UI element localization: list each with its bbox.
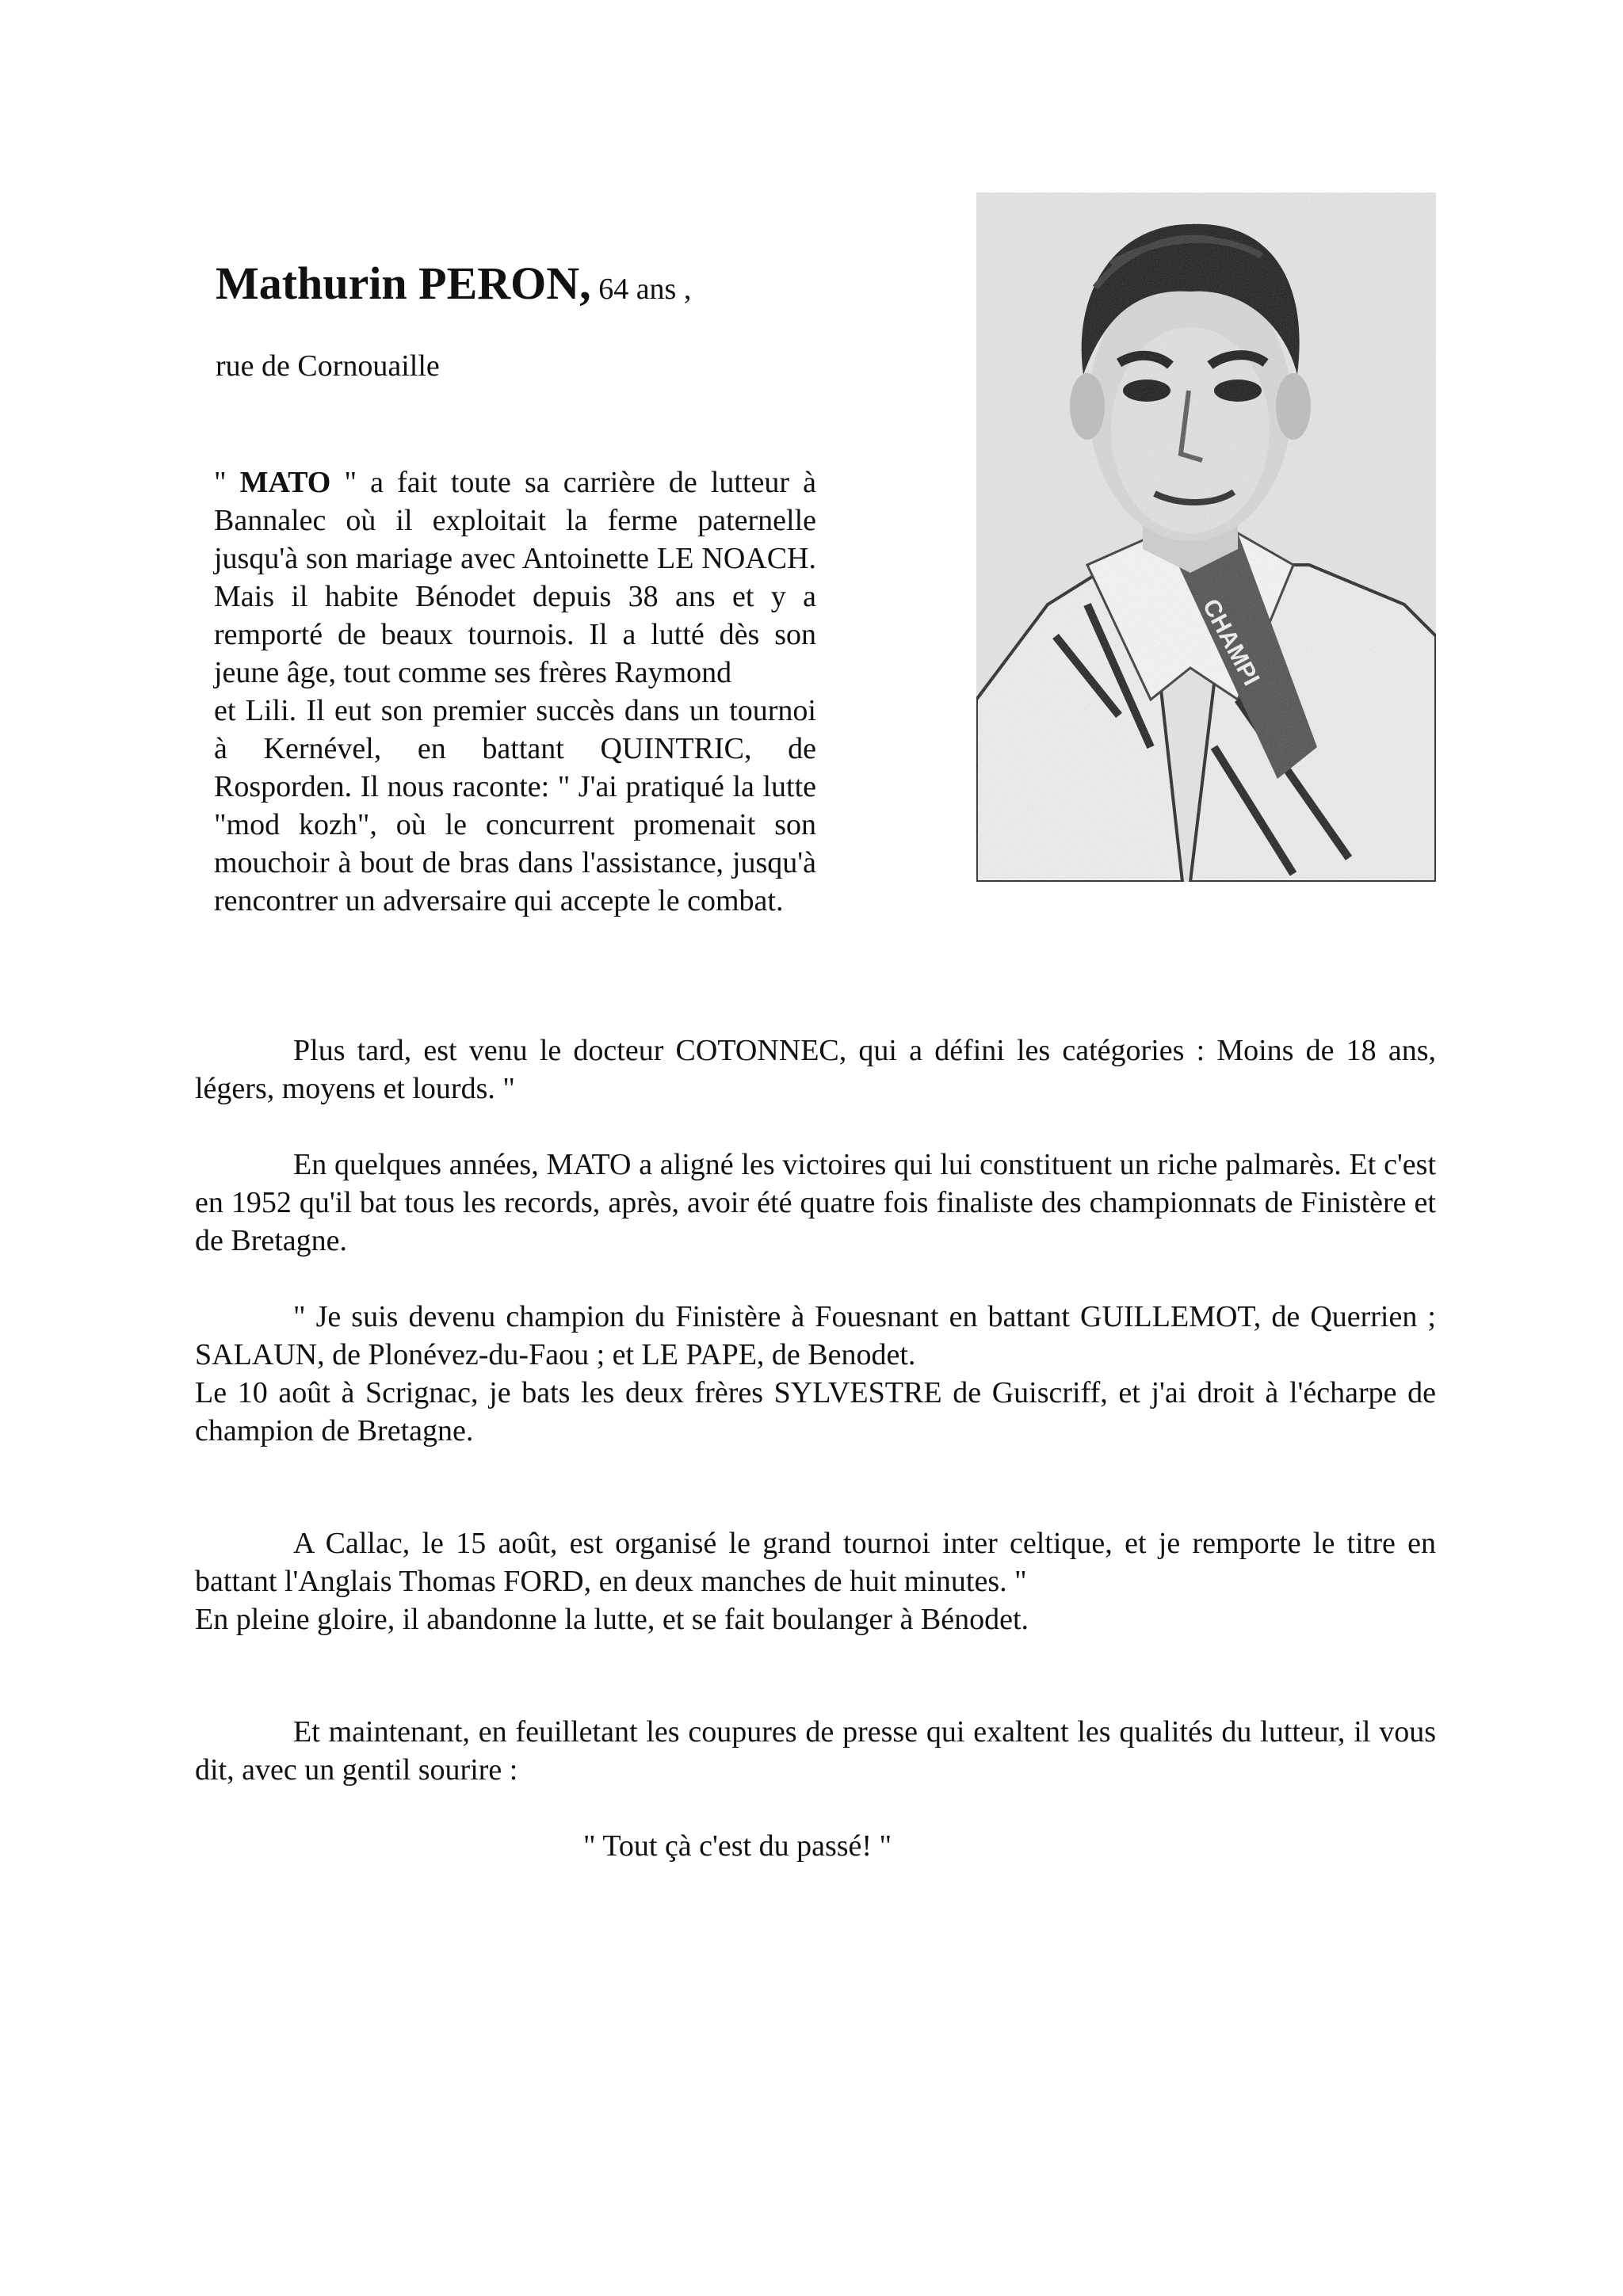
closing-quote: " Tout çà c'est du passé! ": [583, 1829, 892, 1863]
page-title: [216, 252, 691, 321]
intro-second-part: et Lili. Il eut son premier succès dans un tournoi à Kernével, en battant QUINTRIC, de Rosporden. Il nous raconte: " J'ai pratiqué la lutte "mod kozh", où le concurrent promenait son mouchoir à bout de bras dans l'assistance, jusqu'à rencontrer un adversaire qui accepte le combat.: [214, 694, 816, 917]
paragraph-palmares: En quelques années, MATO a aligné les victoires qui lui constituent un riche palmarès. Et c'est en 1952 qu'il bat tous les records, après, avoir été quatre fois finaliste des championnats de Finistère et de Bretagne.: [195, 1148, 1436, 1257]
portrait-photo: [976, 193, 1436, 882]
address: rue de Cornouaille: [216, 349, 440, 383]
paragraph-categories: Plus tard, est venu le docteur COTONNEC, qui a défini les catégories : Moins de 18 ans, légers, moyens et lourds. ": [195, 1034, 1436, 1105]
title-block: [216, 252, 691, 321]
nickname: MATO: [239, 466, 331, 499]
paragraph-finistere: " Je suis devenu champion du Finistère à Fouesnant en battant GUILLEMOT, de Querrien ; SALAUN, de Plonévez-du-Faou ; et LE PAPE, de Benodet.: [195, 1300, 1436, 1371]
paragraph-maintenant: Et maintenant, en feuilletant les coupures de presse qui exaltent les qualités du lutteur, il vous dit, avec un gentil sourire :: [195, 1715, 1436, 1787]
article-body: [195, 1032, 1436, 1865]
paragraph-boulanger: En pleine gloire, il abandonne la lutte, et se fait boulanger à Bénodet.: [195, 1603, 1029, 1636]
photo-grain: [976, 193, 1436, 882]
paragraph-callac: A Callac, le 15 août, est organisé le grand tournoi inter celtique, et je remporte le titre en battant l'Anglais Thomas FORD, en deux manches de huit minutes. ": [195, 1527, 1436, 1598]
paragraph-bretagne: Le 10 août à Scrignac, je bats les deux frères SYLVESTRE de Guiscriff, et j'ai droit à l'écharpe de champion de Bretagne.: [195, 1376, 1436, 1447]
person-age: 64 ans ,: [590, 273, 692, 306]
portrait-image: [976, 193, 1436, 882]
open-quote: ": [214, 466, 240, 499]
intro-text: " a fait toute sa carrière de lutteur à Bannalec où il exploitait la ferme paternelle jusqu'à son mariage avec Antoinette LE NOACH. Mais il habite Bénodet depuis 38 ans et y a remporté de beaux tournois. Il a lutté dès son jeune âge, tout comme ses frères Raymond: [214, 466, 817, 689]
person-name: Mathurin PERON,: [216, 257, 591, 309]
intro-first-part: [214, 463, 816, 692]
intro-paragraph: [214, 463, 816, 920]
